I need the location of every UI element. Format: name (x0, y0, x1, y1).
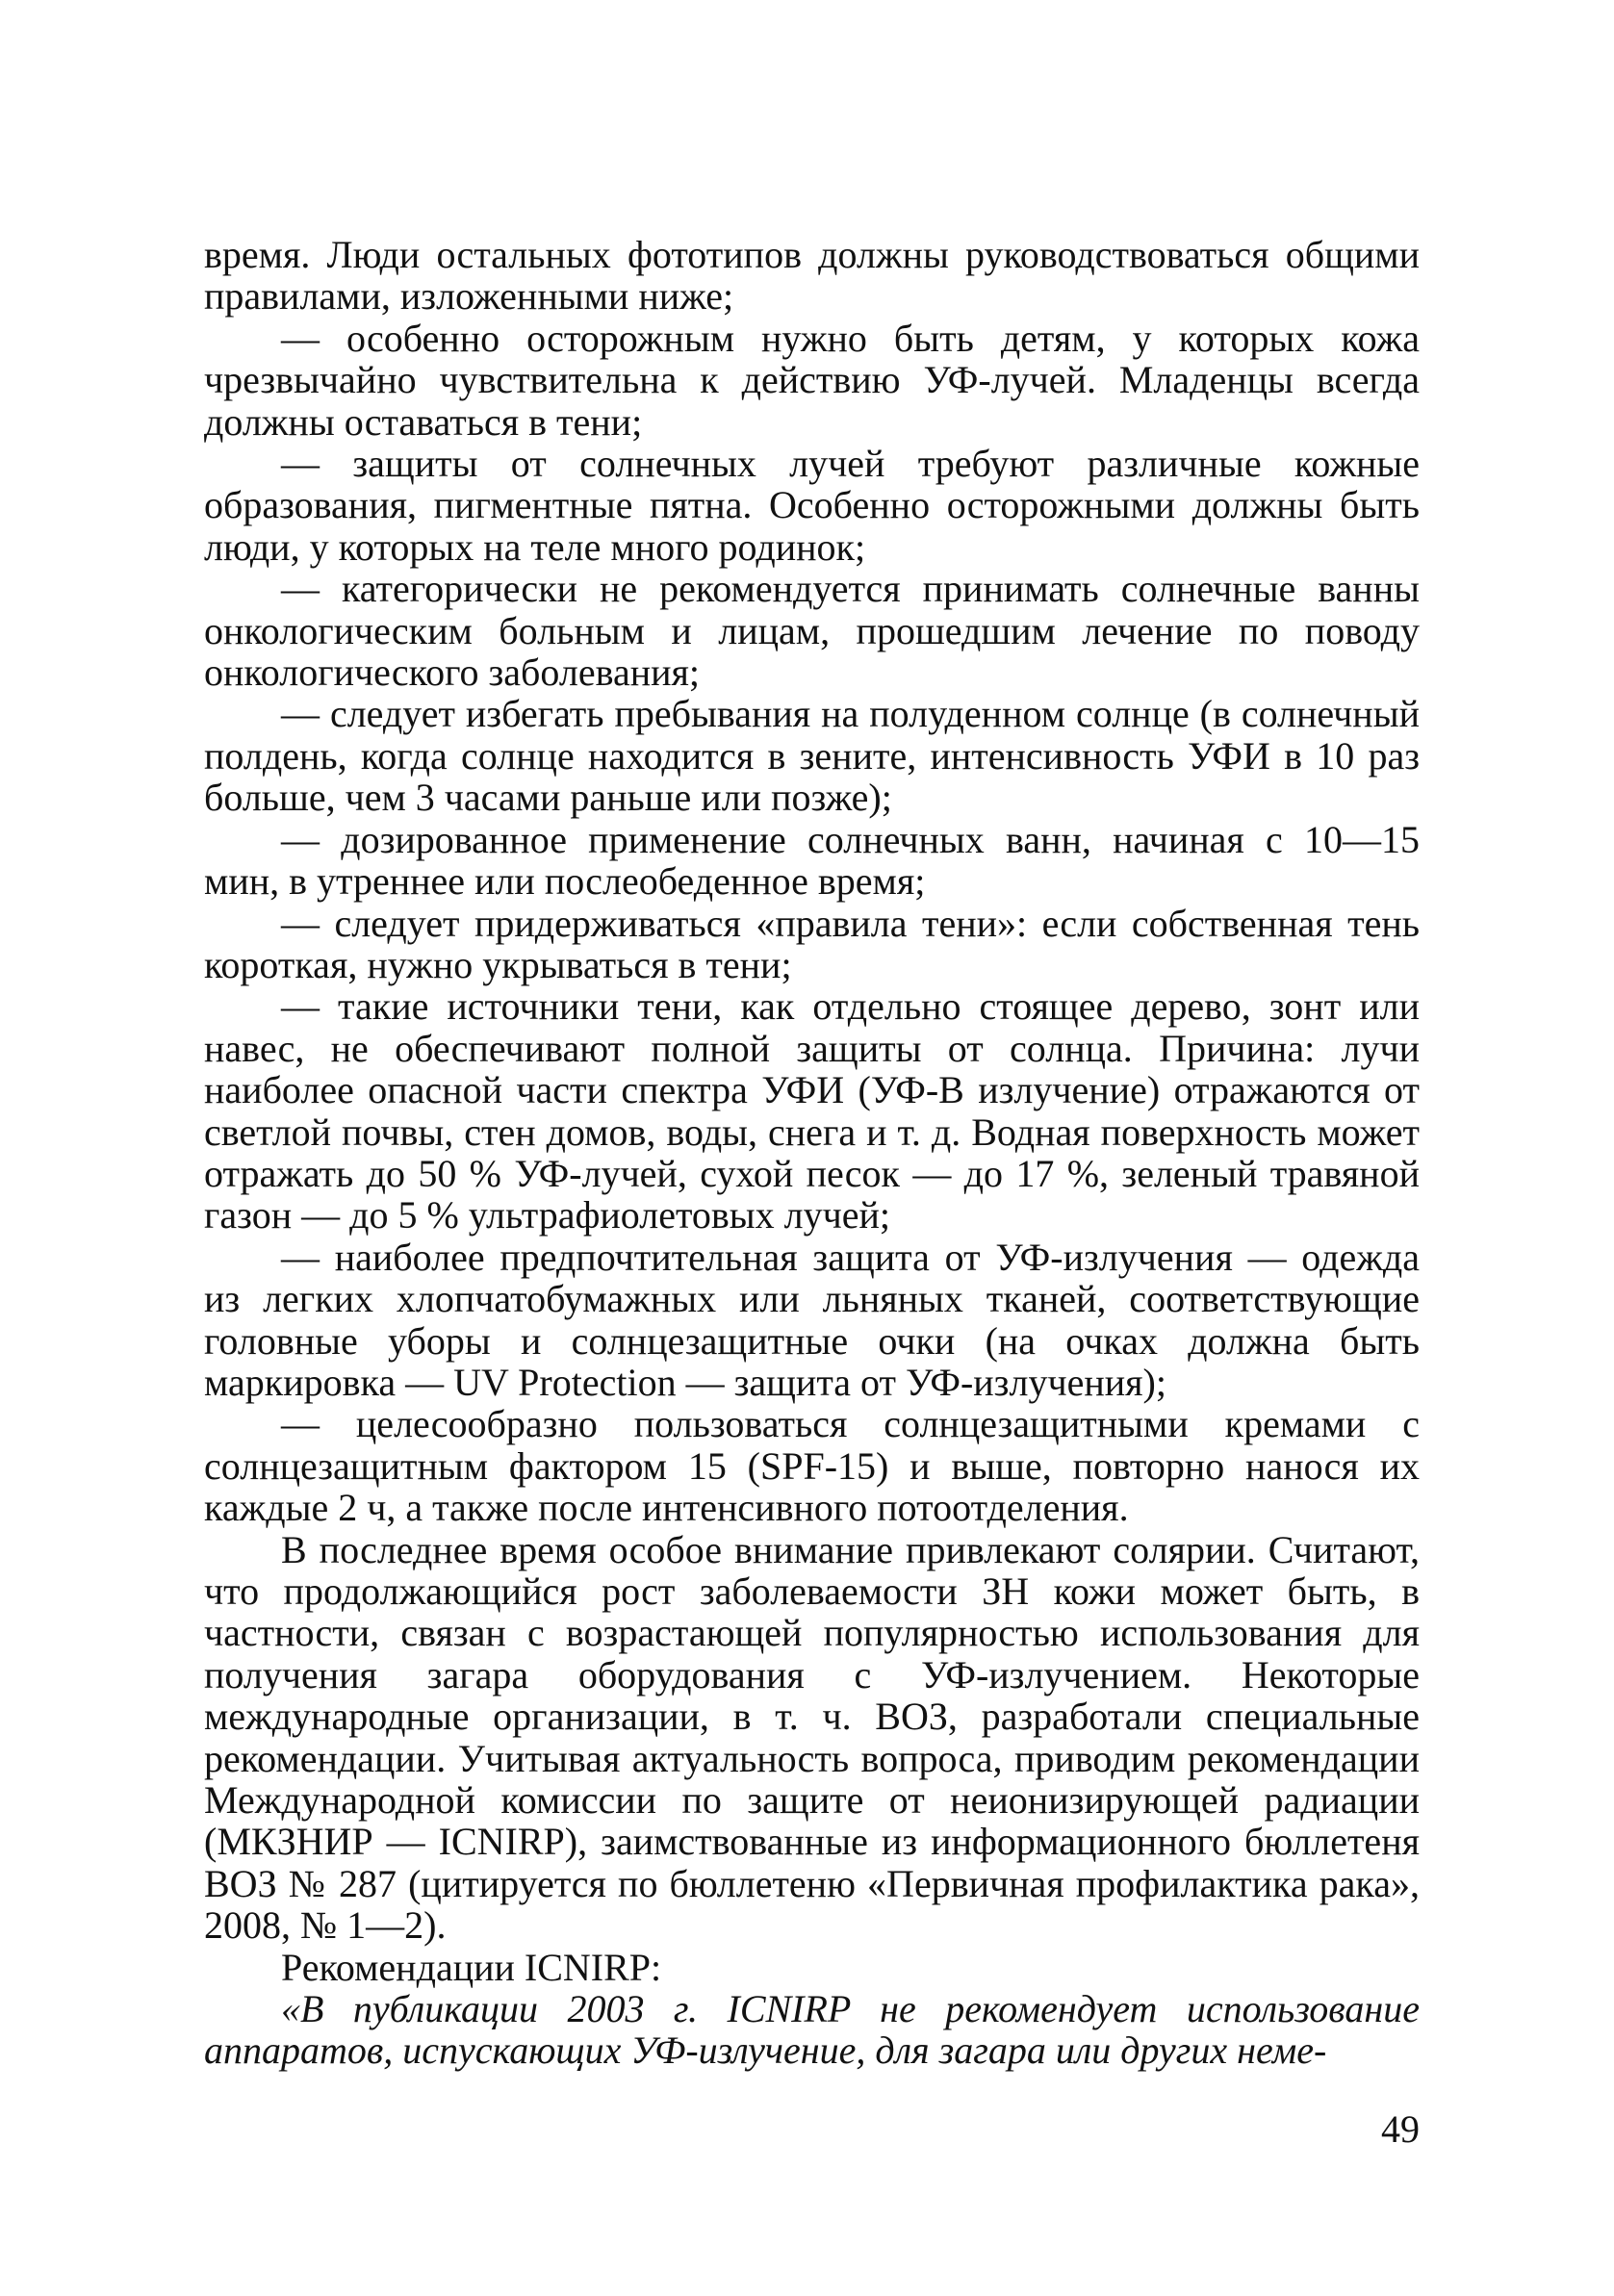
paragraph-6: — дозированное применение солнечных ванн, начиная с 10—15 мин, в утреннее или послеобеденное время; (204, 817, 1420, 904)
paragraph-12: Рекомендации ICNIRP: (281, 1945, 662, 1989)
paragraph-2: — особенно осторожным нужно быть детям, у которых кожа чрезвычайно чувствительна к действию УФ-лучей. Младенцы всегда должны оставаться в тени; (204, 316, 1420, 444)
paragraph-8: — такие источники тени, как отдельно стоящее дерево, зонт или навес, не обеспечивают полной защиты от солнца. Причина: лучи наиболее опасной части спектра УФИ (УФ-В излучение) отражаются от светлой почвы, стен домов, воды, снега и т. д. Водная поверхность может отражать до 50 % УФ-лучей, сухой песок — до 17 %, зеленый травяной газон — до 5 % ультрафиолетовых лучей; (204, 984, 1420, 1237)
paragraph-10: — целесообразно пользоваться солнцезащитными кремами с солнцезащитным фактором 15 (SPF-15) и выше, повторно нанося их каждые 2 ч, а также после интенсивного потоотделения. (204, 1402, 1420, 1530)
paragraph-7: — следует придерживаться «правила тени»: если собственная тень короткая, нужно укрываться в тени; (204, 901, 1420, 986)
page-body (204, 234, 1420, 2072)
paragraph-1: время. Люди остальных фототипов должны руководствоваться общими правилами, изложенными ниже; (204, 233, 1420, 319)
paragraph-11: В последнее время особое внимание привлекают солярии. Считают, что продолжающийся рост заболеваемости ЗН кожи может быть, в частности, связан с возрастающей популярностью использования для получения загара оборудования с УФ-излучением. Некоторые международные организации, в т. ч. ВОЗ, разработали специальные рекомендации. Учитывая актуальность вопроса, приводим рекомендации Международной комиссии по защите от неионизирующей радиации (МКЗНИР — ICNIRP), заимствованные из информационного бюллетеня ВОЗ № 287 (цитируется по бюллетеню «Первичная профилактика рака», 2008, № 1—2). (204, 1527, 1420, 1948)
paragraph-3: — защиты от солнечных лучей требуют различные кожные образования, пигментные пятна. Особенно осторожными должны быть люди, у которых на теле много родинок; (204, 442, 1420, 569)
paragraph-9: — наиболее предпочтительная защита от УФ-излучения — одежда из легких хлопчатобумажных или льняных тканей, соответствующие головные уборы и солнцезащитные очки (на очках должна быть маркировка — UV Protection — защита от УФ-излучения); (204, 1235, 1420, 1404)
paragraph-4: — категорически не рекомендуется принимать солнечные ванны онкологическим больным и лицам, прошедшим лечение по поводу онкологического заболевания; (204, 567, 1420, 695)
page-number: 49 (1381, 2107, 1420, 2151)
paragraph-5: — следует избегать пребывания на полуденном солнце (в солнечный полдень, когда солнце находится в зените, интенсивность УФИ в 10 раз больше, чем 3 часами раньше или позже); (204, 692, 1420, 820)
quote-paragraph: «В публикации 2003 г. ICNIRP не рекомендует использование аппаратов, испускающих УФ-излучение, для загара или других неме- (204, 1987, 1420, 2073)
